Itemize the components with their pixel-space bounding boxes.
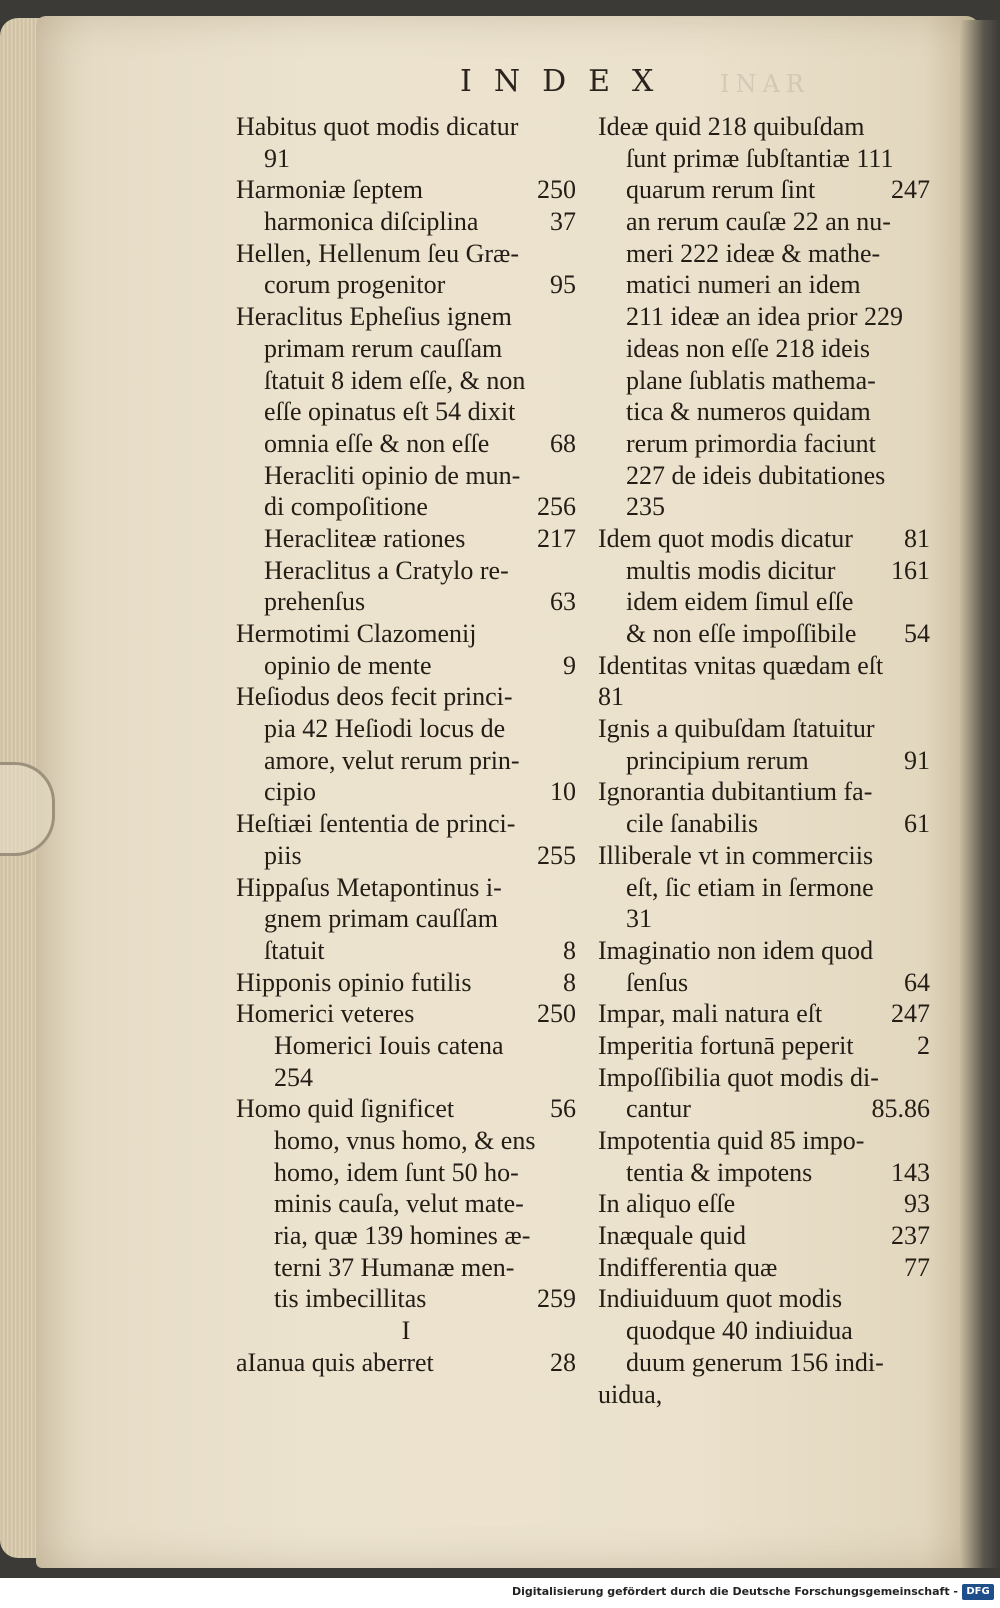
index-entry-line	[236, 618, 576, 650]
index-entry-line	[598, 1252, 930, 1284]
index-entry-text: Inæquale quid	[598, 1221, 747, 1251]
index-page-number: 255	[537, 840, 576, 870]
index-entry-line	[236, 1252, 576, 1284]
index-entry-line	[598, 650, 930, 682]
index-entry-text: Heracliteæ rationes	[264, 523, 466, 553]
index-entry-text: Heracliti opinio de mun-	[264, 460, 521, 490]
index-page-number: 247	[891, 999, 930, 1029]
index-entry-text: Heraclitus a Cratylo re-	[264, 555, 509, 585]
index-entry-line	[598, 840, 930, 872]
index-page-number: 250	[537, 175, 576, 205]
index-entry-text: quarum rerum ſint	[626, 175, 816, 205]
index-entry-text: Indiuiduum quot modis	[598, 1284, 843, 1314]
index-entry-text: Imaginatio non idem quod	[598, 935, 874, 965]
index-entry-text: 227 de ideis dubitationes	[626, 460, 886, 490]
index-entry-text: rerum primordia faciunt	[626, 428, 876, 458]
index-entry-line	[598, 776, 930, 808]
index-entry-line	[236, 745, 576, 777]
index-entry-line	[236, 523, 576, 555]
index-entry-text: & non eſſe impoſſibile	[626, 619, 857, 648]
index-entry-line	[236, 967, 576, 999]
index-entry-text: ſenſus	[626, 967, 689, 997]
index-entry-line	[598, 523, 930, 555]
index-column-left	[236, 111, 576, 1379]
index-entry-line	[598, 491, 930, 523]
index-entry-line	[236, 586, 576, 618]
index-entry-text: Hippaſus Metapontinus i-	[236, 872, 502, 902]
index-page-number: 56	[550, 1094, 576, 1124]
index-entry-line	[236, 1188, 576, 1220]
index-entry-text: corum progenitor	[264, 270, 446, 300]
index-entry-text: eſſe opinatus eſt 54 dixit	[264, 397, 516, 427]
index-entry-text: Indifferentia quæ	[598, 1252, 778, 1282]
index-entry-line	[598, 460, 930, 492]
index-page-number: 143	[891, 1157, 930, 1187]
index-page-number: 91	[904, 745, 930, 775]
index-entry-text: harmonica diſciplina	[264, 207, 479, 237]
index-entry-text: Ignorantia dubitantium fa-	[598, 777, 873, 807]
index-entry-line	[236, 1347, 576, 1379]
index-entry-text: Hermotimi Clazomenij	[236, 619, 477, 648]
index-page-number: 28	[550, 1347, 576, 1377]
index-entry-text: pia 42 Heſiodi locus de	[264, 714, 506, 744]
index-entry-text: Idem quot modis dicatur	[598, 523, 853, 553]
index-entry-line	[598, 238, 930, 270]
index-entry-text: eſt, ſic etiam in ſermone	[626, 872, 874, 902]
index-entry-line	[236, 206, 576, 238]
index-page-number: 217	[537, 523, 576, 553]
index-entry-text: In aliquo eſſe	[598, 1189, 736, 1219]
index-entry-line	[236, 1062, 576, 1094]
index-entry-text: idem eidem ſimul eſſe	[626, 587, 854, 617]
index-entry-line	[236, 428, 576, 460]
index-entry-line	[598, 586, 930, 618]
index-entry-line	[236, 1093, 576, 1125]
index-entry-text: 91	[264, 143, 290, 173]
index-entry-line	[236, 555, 576, 587]
index-entry-text: 235	[626, 492, 665, 522]
index-entry-line	[598, 618, 930, 650]
index-page-number: 93	[904, 1189, 930, 1219]
index-entry-line	[598, 269, 930, 301]
index-entry-text: omnia eſſe & non eſſe	[264, 428, 490, 458]
index-entry-text: Hipponis opinio futilis	[236, 967, 472, 997]
index-entry-text: tentia & impotens	[626, 1157, 813, 1187]
index-entry-line	[598, 935, 930, 967]
index-entry-line	[598, 1062, 930, 1094]
index-entry-text: di compoſitione	[264, 492, 428, 522]
index-entry-text: ſtatuit 8 idem eſſe, & non	[264, 365, 526, 395]
index-entry-text: cantur	[626, 1094, 691, 1124]
index-entry-text: I	[401, 1316, 411, 1346]
index-entry-line	[236, 998, 576, 1030]
index-entry-text: cipio	[264, 777, 316, 807]
index-entry-line	[598, 143, 930, 175]
index-entry-text: plane ſublatis mathema-	[626, 365, 876, 395]
index-entry-line	[598, 1347, 930, 1379]
digitization-footer	[0, 1578, 1000, 1608]
index-entry-line	[236, 903, 576, 935]
index-entry-text: ideas non eſſe 218 ideis	[626, 333, 871, 363]
index-entry-text: ſtatuit	[264, 935, 325, 965]
dfg-logo: DFG	[962, 1584, 994, 1600]
index-entry-text: duum generum 156 indi-	[626, 1347, 884, 1377]
index-entry-text: Imperitia fortunā peperit	[598, 1030, 854, 1060]
index-entry-text: Identitas vnitas quædam eſt	[598, 650, 884, 680]
index-entry-line	[236, 1157, 576, 1189]
index-entry-text: homo, idem ſunt 50 ho-	[274, 1157, 519, 1187]
index-entry-text: Heſiodus deos fecit princi-	[236, 682, 513, 712]
index-entry-line	[598, 396, 930, 428]
index-entry-line	[236, 396, 576, 428]
index-entry-line	[236, 650, 576, 682]
index-page-number: 9	[563, 650, 576, 680]
index-entry-text: ria, quæ 139 homines æ-	[274, 1221, 531, 1251]
index-entry-line	[598, 998, 930, 1030]
index-entry-text: tis imbecillitas	[274, 1284, 427, 1314]
index-entry-text: Impotentia quid 85 impo-	[598, 1126, 865, 1155]
index-page-number: 37	[550, 207, 576, 237]
index-entry-line	[598, 903, 930, 935]
index-entry-text: Illiberale vt in commerciis	[598, 840, 874, 870]
index-entry-text: 254	[274, 1062, 313, 1092]
index-entry-text: an rerum cauſæ 22 an nu-	[626, 207, 891, 237]
index-entry-text: aIanua quis aberret	[236, 1347, 434, 1377]
index-entry-line	[598, 1283, 930, 1315]
index-entry-text: Impoſſibilia quot modis di-	[598, 1062, 879, 1092]
index-entry-text: Homo quid ſignificet	[236, 1094, 455, 1124]
index-entry-line	[598, 206, 930, 238]
index-entry-text: multis modis dicitur	[626, 555, 836, 585]
index-entry-text: tica & numeros quidam	[626, 397, 871, 427]
index-entry-line	[236, 840, 576, 872]
index-entry-text: terni 37 Humanæ men-	[274, 1252, 515, 1282]
index-entry-text: Homerici Iouis catena	[274, 1030, 504, 1060]
index-entry-line	[598, 1093, 930, 1125]
index-entry-line	[598, 681, 930, 713]
running-head: INDEX	[460, 64, 676, 99]
index-entry-text: opinio de mente	[264, 650, 432, 680]
index-entry-line	[598, 1188, 930, 1220]
index-entry-text: homo, vnus homo, & ens	[274, 1126, 536, 1155]
index-entry-line	[598, 333, 930, 365]
index-entry-text: cile ſanabilis	[626, 809, 759, 839]
index-entry-text: ſunt primæ ſubſtantiæ 111	[626, 143, 894, 173]
index-page-number: 247	[891, 175, 930, 205]
index-entry-text: matici numeri an idem	[626, 270, 861, 300]
index-entry-text: Harmoniæ ſeptem	[236, 175, 424, 205]
index-entry-text: Habitus quot modis dicatur	[236, 112, 519, 141]
index-page-number: 85.86	[871, 1094, 930, 1124]
index-entry-line	[598, 174, 930, 206]
index-entry-line	[236, 713, 576, 745]
index-entry-line	[598, 808, 930, 840]
index-entry-line	[236, 269, 576, 301]
index-entry-text: uidua,	[598, 1379, 663, 1409]
index-entry-text: Heraclitus Epheſius ignem	[236, 302, 512, 332]
index-entry-text: minis cauſa, velut mate-	[274, 1189, 524, 1219]
index-page-number: 54	[904, 619, 930, 648]
index-entry-line	[236, 143, 576, 175]
index-page-number: 8	[563, 935, 576, 965]
index-entry-text: 31	[626, 904, 652, 934]
index-entry-text: meri 222 ideæ & mathe-	[626, 238, 881, 268]
index-page-number: 95	[550, 270, 576, 300]
index-page-number: 237	[891, 1221, 930, 1251]
index-page-number: 77	[904, 1252, 930, 1282]
index-entry-line	[236, 111, 576, 143]
index-entry-line	[236, 935, 576, 967]
index-entry-text: Ignis a quibuſdam ſtatuitur	[598, 714, 875, 744]
index-entry-line	[598, 1157, 930, 1189]
index-page-number: 8	[563, 967, 576, 997]
index-entry-line	[236, 1125, 576, 1157]
index-page-number: 68	[550, 428, 576, 458]
index-entry-line	[598, 1315, 930, 1347]
index-entry-line	[236, 1315, 576, 1347]
index-page-number: 250	[537, 999, 576, 1029]
index-entry-line	[236, 1030, 576, 1062]
index-page-number: 2	[917, 1030, 930, 1060]
index-entry-line	[236, 460, 576, 492]
index-entry-line	[598, 555, 930, 587]
index-page-number: 161	[891, 555, 930, 585]
index-entry-line	[598, 428, 930, 460]
index-page-number: 61	[904, 809, 930, 839]
index-entry-line	[236, 365, 576, 397]
index-entry-line	[598, 967, 930, 999]
index-entry-line	[236, 681, 576, 713]
index-entry-text: piis	[264, 840, 302, 870]
index-page-number: 256	[537, 492, 576, 522]
index-entry-line	[598, 365, 930, 397]
index-entry-text: gnem primam cauſſam	[264, 904, 498, 934]
index-entry-line	[236, 872, 576, 904]
index-entry-line	[236, 174, 576, 206]
index-entry-line	[236, 238, 576, 270]
index-entry-line	[598, 713, 930, 745]
index-page-number: 10	[550, 777, 576, 807]
index-entry-text: primam rerum cauſſam	[264, 333, 503, 363]
index-entry-line	[598, 872, 930, 904]
index-page-number: 81	[904, 523, 930, 553]
index-entry-line	[236, 808, 576, 840]
index-entry-line	[598, 1030, 930, 1062]
index-entry-text: principium rerum	[626, 745, 809, 775]
index-entry-line	[598, 1379, 930, 1411]
index-entry-line	[598, 1220, 930, 1252]
index-column-right	[598, 111, 930, 1410]
index-entry-text: Heſtiæi ſententia de princi-	[236, 809, 516, 839]
footer-credit: Digitalisierung gefördert durch die Deutsche Forschungsgemeinschaft -	[511, 1585, 958, 1598]
gutter-shadow	[960, 20, 1000, 1568]
index-entry-line	[236, 1283, 576, 1315]
index-entry-line	[598, 301, 930, 333]
index-entry-text: 211 ideæ an idea prior 229	[626, 302, 904, 332]
index-entry-text: Impar, mali natura eſt	[598, 999, 823, 1029]
index-entry-text: amore, velut rerum prin-	[264, 745, 520, 775]
index-entry-text: prehenſus	[264, 587, 366, 617]
index-entry-line	[236, 333, 576, 365]
index-entry-line	[598, 111, 930, 143]
bleed-through-text: INAR	[720, 70, 810, 98]
index-entry-line	[236, 491, 576, 523]
index-page-number: 259	[537, 1284, 576, 1314]
index-entry-text: quodque 40 indiuidua	[626, 1316, 853, 1346]
index-entry-line	[236, 776, 576, 808]
index-page-number: 64	[904, 967, 930, 997]
index-entry-text: Hellen, Hellenum ſeu Græ-	[236, 238, 520, 268]
index-entry-text: 81	[598, 682, 624, 712]
index-entry-line	[236, 1220, 576, 1252]
index-entry-text: Ideæ quid 218 quibuſdam	[598, 112, 865, 141]
index-entry-text: Homerici veteres	[236, 999, 415, 1029]
index-entry-line	[598, 1125, 930, 1157]
index-entry-line	[236, 301, 576, 333]
index-entry-line	[598, 745, 930, 777]
index-page-number: 63	[550, 587, 576, 617]
